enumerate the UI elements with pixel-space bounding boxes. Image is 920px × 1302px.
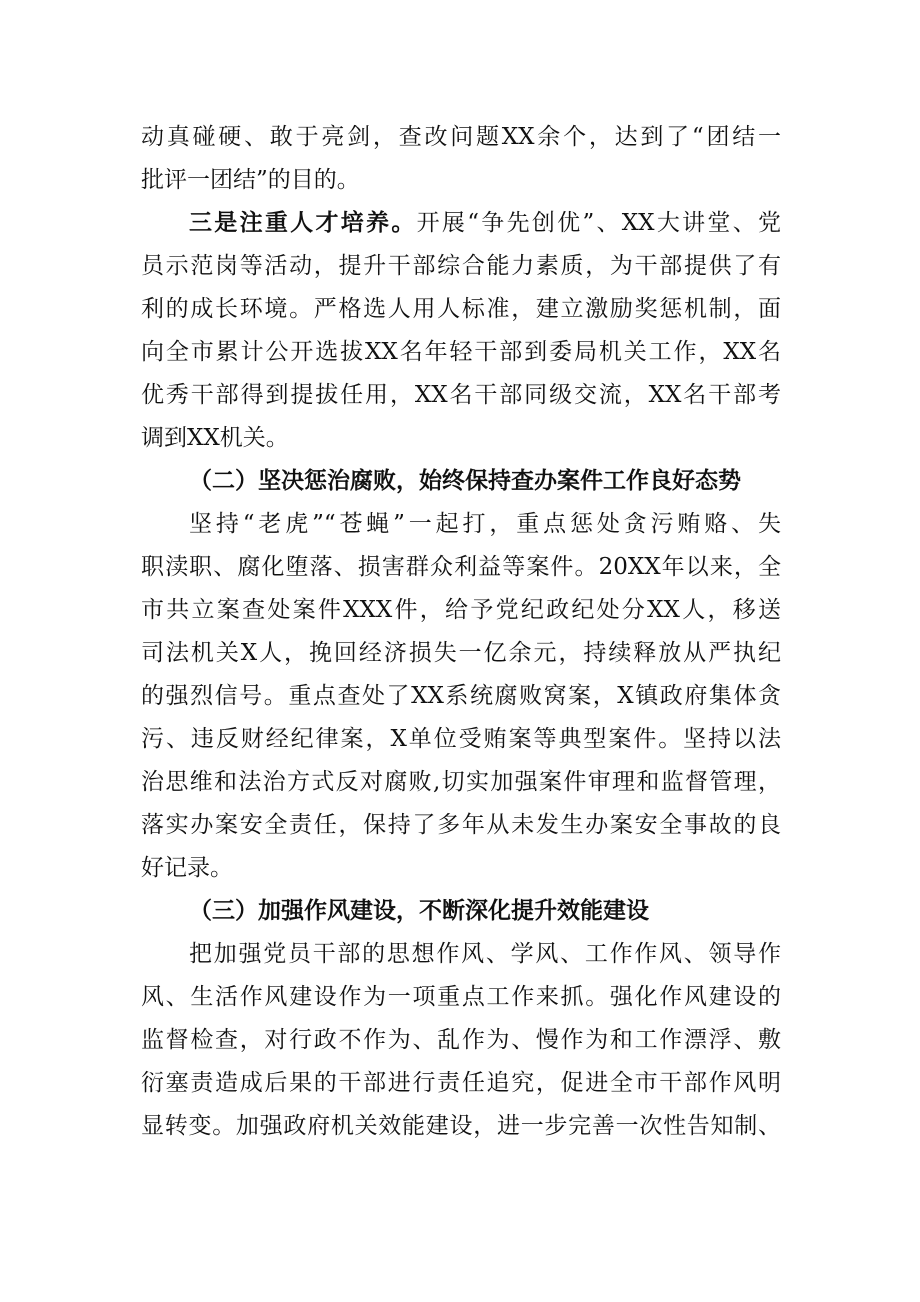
- section-heading: （三）加强作风建设，不断深化提升效能建设: [189, 898, 649, 924]
- text-line: 坚持“老虎”“苍蝇”一起打，重点惩处贪污贿赂、失: [189, 511, 781, 537]
- text-line: 落实办案安全责任，保持了多年从未发生办案安全事故的良: [141, 812, 781, 838]
- paragraph-lead: 三是注重人才培养。: [189, 210, 417, 236]
- text-line: 利的成长环境。严格选人用人标准，建立激励奖惩机制，面: [141, 296, 781, 322]
- paragraph-first-line: [141, 202, 781, 245]
- text-line: 动真碰硬、敢于亮剑，查改问题XX余个，达到了“团结一: [141, 124, 781, 150]
- text-line: 的强烈信号。重点查处了XX系统腐败窝案，X镇政府集体贪: [141, 683, 781, 709]
- text-line: 员示范岗等活动，提升干部综合能力素质，为干部提供了有: [141, 253, 781, 279]
- text-line: 衍塞责造成后果的干部进行责任追究，促进全市干部作风明: [141, 1070, 781, 1096]
- text-line: 风、生活作风建设作为一项重点工作来抓。强化作风建设的: [141, 984, 781, 1010]
- text-line: 调到XX机关。: [141, 425, 289, 451]
- paragraph-first-line-rest: 开展“争先创优”、XX大讲堂、党: [416, 210, 781, 236]
- section-heading: （二）坚决惩治腐败，始终保持查办案件工作良好态势: [189, 468, 741, 494]
- text-line: 职渎职、腐化堕落、损害群众利益等案件。20XX年以来，全: [141, 554, 781, 580]
- text-line: 治思维和法治方式反对腐败,切实加强案件审理和监督管理，: [141, 769, 781, 795]
- text-line: 显转变。加强政府机关效能建设，进一步完善一次性告知制、: [141, 1113, 781, 1139]
- text-line: 向全市累计公开选拔XX名年轻干部到委局机关工作，XX名: [141, 339, 781, 365]
- text-line: 优秀干部得到提拔任用，XX名干部同级交流，XX名干部考: [141, 382, 781, 408]
- document-page: [141, 116, 781, 1148]
- text-line: 好记录。: [141, 855, 233, 881]
- text-line: 批评一团结”的目的。: [141, 167, 360, 193]
- text-line: 监督检查，对行政不作为、乱作为、慢作为和工作漂浮、敷: [141, 1027, 781, 1053]
- text-line: 把加强党员干部的思想作风、学风、工作作风、领导作: [189, 941, 781, 967]
- text-line: 市共立案查处案件XXX件，给予党纪政纪处分XX人，移送: [141, 597, 781, 623]
- text-line: 司法机关X人，挽回经济损失一亿余元，持续释放从严执纪: [141, 640, 781, 666]
- text-line: 污、违反财经纪律案，X单位受贿案等典型案件。坚持以法: [141, 726, 781, 752]
